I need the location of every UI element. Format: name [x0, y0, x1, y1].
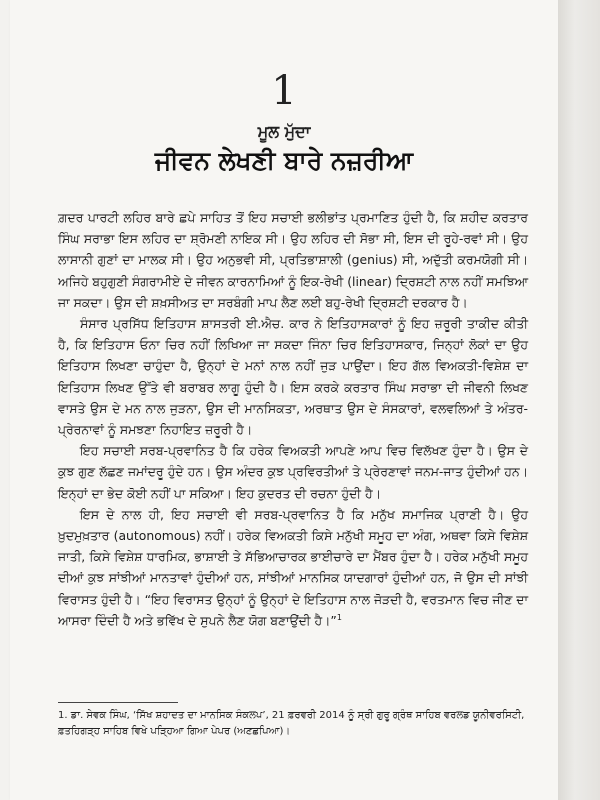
paragraph-4 — [58, 504, 528, 631]
chapter-subtitle: ਮੂਲ ਮੁੱਦਾ — [257, 122, 311, 141]
footnote-divider — [58, 702, 178, 703]
footnote-marker: 1 — [336, 612, 342, 622]
paragraph-2: ਸੰਸਾਰ ਪ੍ਰਸਿੱਧ ਇਤਿਹਾਸ ਸ਼ਾਸਤਰੀ ਈ.ਐਚ. ਕਾਰ ਨੇ ਇਤਿਹਾਸਕਾਰਾਂ ਨੂੰ ਇਹ ਜ਼ਰੂਰੀ ਤਾਕੀਦ ਕੀਤੀ ਹੈ, ਕਿ ਇਤਿਹਾਸ ਓਨਾ ਚਿਰ ਨਹੀਂ ਲਿਖਿਆ ਜਾ ਸਕਦਾ ਜਿੰਨਾ ਚਿਰ ਇਤਿਹਾਸਕਾਰ, ਜਿਨ੍ਹਾਂ ਲੋਕਾਂ ਦਾ ਉਹ ਇਤਿਹਾਸ ਲਿਖਣਾ ਚਾਹੁੰਦਾ ਹੈ, ਉਨ੍ਹਾਂ ਦੇ ਮਨਾਂ ਨਾਲ ਨਹੀਂ ਜੁੜ ਪਾਉਂਦਾ। ਇਹ ਗੱਲ ਵਿਅਕਤੀ-ਵਿਸ਼ੇਸ਼ ਦਾ ਇਤਿਹਾਸ ਲਿਖਣ ਉੱਤੇ ਵੀ ਬਰਾਬਰ ਲਾਗੂ ਹੁੰਦੀ ਹੈ। ਇਸ ਕਰਕੇ ਕਰਤਾਰ ਸਿੰਘ ਸਰਾਭਾ ਦੀ ਜੀਵਨੀ ਲਿਖਣ ਵਾਸਤੇ ਉਸ ਦੇ ਮਨ ਨਾਲ ਜੁੜਨਾ, ਉਸ ਦੀ ਮਾਨਸਿਕਤਾ, ਅਰਥਾਤ ਉਸ ਦੇ ਸੰਸਕਾਰਾਂ, ਵਲਵਲਿਆਂ ਤੇ ਅੰਤਰ-ਪ੍ਰੇਰਨਾਵਾਂ ਨੂੰ ਸਮਝਣਾ ਨਿਹਾਇਤ ਜ਼ਰੂਰੀ ਹੈ। — [58, 316, 528, 438]
paragraph-1: ਗ਼ਦਰ ਪਾਰਟੀ ਲਹਿਰ ਬਾਰੇ ਛਪੇ ਸਾਹਿਤ ਤੋਂ ਇਹ ਸਚਾਈ ਭਲੀਭਾਂਤ ਪ੍ਰਮਾਣਿਤ ਹੁੰਦੀ ਹੈ, ਕਿ ਸ਼ਹੀਦ ਕਰਤਾਰ ਸਿੰਘ ਸਰਾਭਾ ਇਸ ਲਹਿਰ ਦਾ ਸ਼੍ਰੋਮਣੀ ਨਾਇਕ ਸੀ। ਉਹ ਲਹਿਰ ਦੀ ਸੋਭਾ ਸੀ, ਇਸ ਦੀ ਰੂਹੇ-ਰਵਾਂ ਸੀ। ਉਹ ਲਾਸਾਨੀ ਗੁਣਾਂ ਦਾ ਮਾਲਕ ਸੀ। ਉਹ ਅਨੁਭਵੀ ਸੀ, ਪ੍ਰਤਿਭਾਸ਼ਾਲੀ (genius) ਸੀ, ਅਦੁੱਤੀ ਕਰਮਯੋਗੀ ਸੀ। ਅਜਿਹੇ ਬਹੁਗੁਣੀ ਸੰਗਰਾਮੀਏ ਦੇ ਜੀਵਨ ਕਾਰਨਾਮਿਆਂ ਨੂੰ ਇਕ-ਰੇਖੀ (linear) ਦ੍ਰਿਸ਼ਟੀ ਨਾਲ ਨਹੀਂ ਸਮਝਿਆ ਜਾ ਸਕਦਾ। ਉਸ ਦੀ ਸ਼ਖ਼ਸੀਅਤ ਦਾ ਸਰਬੰਗੀ ਮਾਪ ਲੈਣ ਲਈ ਬਹੁ-ਰੇਖੀ ਦ੍ਰਿਸ਼ਟੀ ਦਰਕਾਰ ਹੈ। — [58, 210, 528, 310]
book-page — [10, 0, 558, 800]
chapter-title: ਜੀਵਨ ਲੇਖਣੀ ਬਾਰੇ ਨਜ਼ਰੀਆ — [154, 146, 414, 175]
body-text — [58, 207, 528, 631]
chapter-number: 1 — [271, 68, 297, 114]
footnote: 1. ਡਾ. ਸੇਵਕ ਸਿੰਘ, ‘ਸਿੱਖ ਸ਼ਹਾਦਤ ਦਾ ਮਾਨਸਿਕ ਸੰਕਲਪ’, 21 ਫ਼ਰਵਰੀ 2014 ਨੂੰ ਸ੍ਰੀ ਗੁਰੂ ਗ੍ਰੰਥ ਸਾਹਿਬ ਵਰਲਡ ਯੂਨੀਵਰਸਿਟੀ, ਫ਼ਤਹਿਗੜ੍ਹ ਸਾਹਿਬ ਵਿਖੇ ਪੜ੍ਹਿਆ ਗਿਆ ਪੇਪਰ (ਅਣਛਪਿਆ)। — [58, 710, 525, 737]
page-edge — [558, 0, 600, 800]
paragraph-3: ਇਹ ਸਚਾਈ ਸਰਬ-ਪ੍ਰਵਾਨਿਤ ਹੈ ਕਿ ਹਰੇਕ ਵਿਅਕਤੀ ਆਪਣੇ ਆਪ ਵਿਚ ਵਿਲੱਖਣ ਹੁੰਦਾ ਹੈ। ਉਸ ਦੇ ਕੁਝ ਗੁਣ ਲੱਛਣ ਜਮਾਂਦਰੂ ਹੁੰਦੇ ਹਨ। ਉਸ ਅੰਦਰ ਕੁਝ ਪ੍ਰਵਿਰਤੀਆਂ ਤੇ ਪ੍ਰੇਰਣਾਵਾਂ ਜਨਮ-ਜਾਤ ਹੁੰਦੀਆਂ ਹਨ। ਇਨ੍ਹਾਂ ਦਾ ਭੇਦ ਕੋਈ ਨਹੀਂ ਪਾ ਸਕਿਆ। ਇਹ ਕੁਦਰਤ ਦੀ ਰਚਨਾ ਹੁੰਦੀ ਹੈ। — [58, 443, 528, 501]
paragraph-4-text: ਇਸ ਦੇ ਨਾਲ ਹੀ, ਇਹ ਸਚਾਈ ਵੀ ਸਰਬ-ਪ੍ਰਵਾਨਿਤ ਹੈ ਕਿ ਮਨੁੱਖ ਸਮਾਜਿਕ ਪ੍ਰਾਣੀ ਹੈ। ਉਹ ਖ਼ੁਦਮੁਖ਼ਤਾਰ (autonomous) ਨਹੀਂ। ਹਰੇਕ ਵਿਅਕਤੀ ਕਿਸੇ ਮਨੁੱਖੀ ਸਮੂਹ ਦਾ ਅੰਗ, ਅਥਵਾ ਕਿਸੇ ਵਿਸ਼ੇਸ਼ ਜਾਤੀ, ਕਿਸੇ ਵਿਸ਼ੇਸ਼ ਧਾਰਮਿਕ, ਭਾਸ਼ਾਈ ਤੇ ਸੱਭਿਆਚਾਰਕ ਭਾਈਚਾਰੇ ਦਾ ਮੈਂਬਰ ਹੁੰਦਾ ਹੈ। ਹਰੇਕ ਮਨੁੱਖੀ ਸਮੂਹ ਦੀਆਂ ਕੁਝ ਸਾਂਝੀਆਂ ਮਾਨਤਾਵਾਂ ਹੁੰਦੀਆਂ ਹਨ, ਸਾਂਝੀਆਂ ਮਾਨਸਿਕ ਯਾਦਗਾਰਾਂ ਹੁੰਦੀਆਂ ਹਨ, ਜੋ ਉਸ ਦੀ ਸਾਂਝੀ ਵਿਰਾਸਤ ਹੁੰਦੀ ਹੈ। “ਇਹ ਵਿਰਾਸਤ ਉਨ੍ਹਾਂ ਨੂੰ ਉਨ੍ਹਾਂ ਦੇ ਇਤਿਹਾਸ ਨਾਲ ਜੋੜਦੀ ਹੈ, ਵਰਤਮਾਨ ਵਿਚ ਜੀਣ ਦਾ ਆਸਰਾ ਦਿੰਦੀ ਹੈ ਅਤੇ ਭਵਿੱਖ ਦੇ ਸੁਪਨੇ ਲੈਣ ਯੋਗ ਬਣਾਉਂਦੀ ਹੈ।” — [58, 506, 528, 628]
